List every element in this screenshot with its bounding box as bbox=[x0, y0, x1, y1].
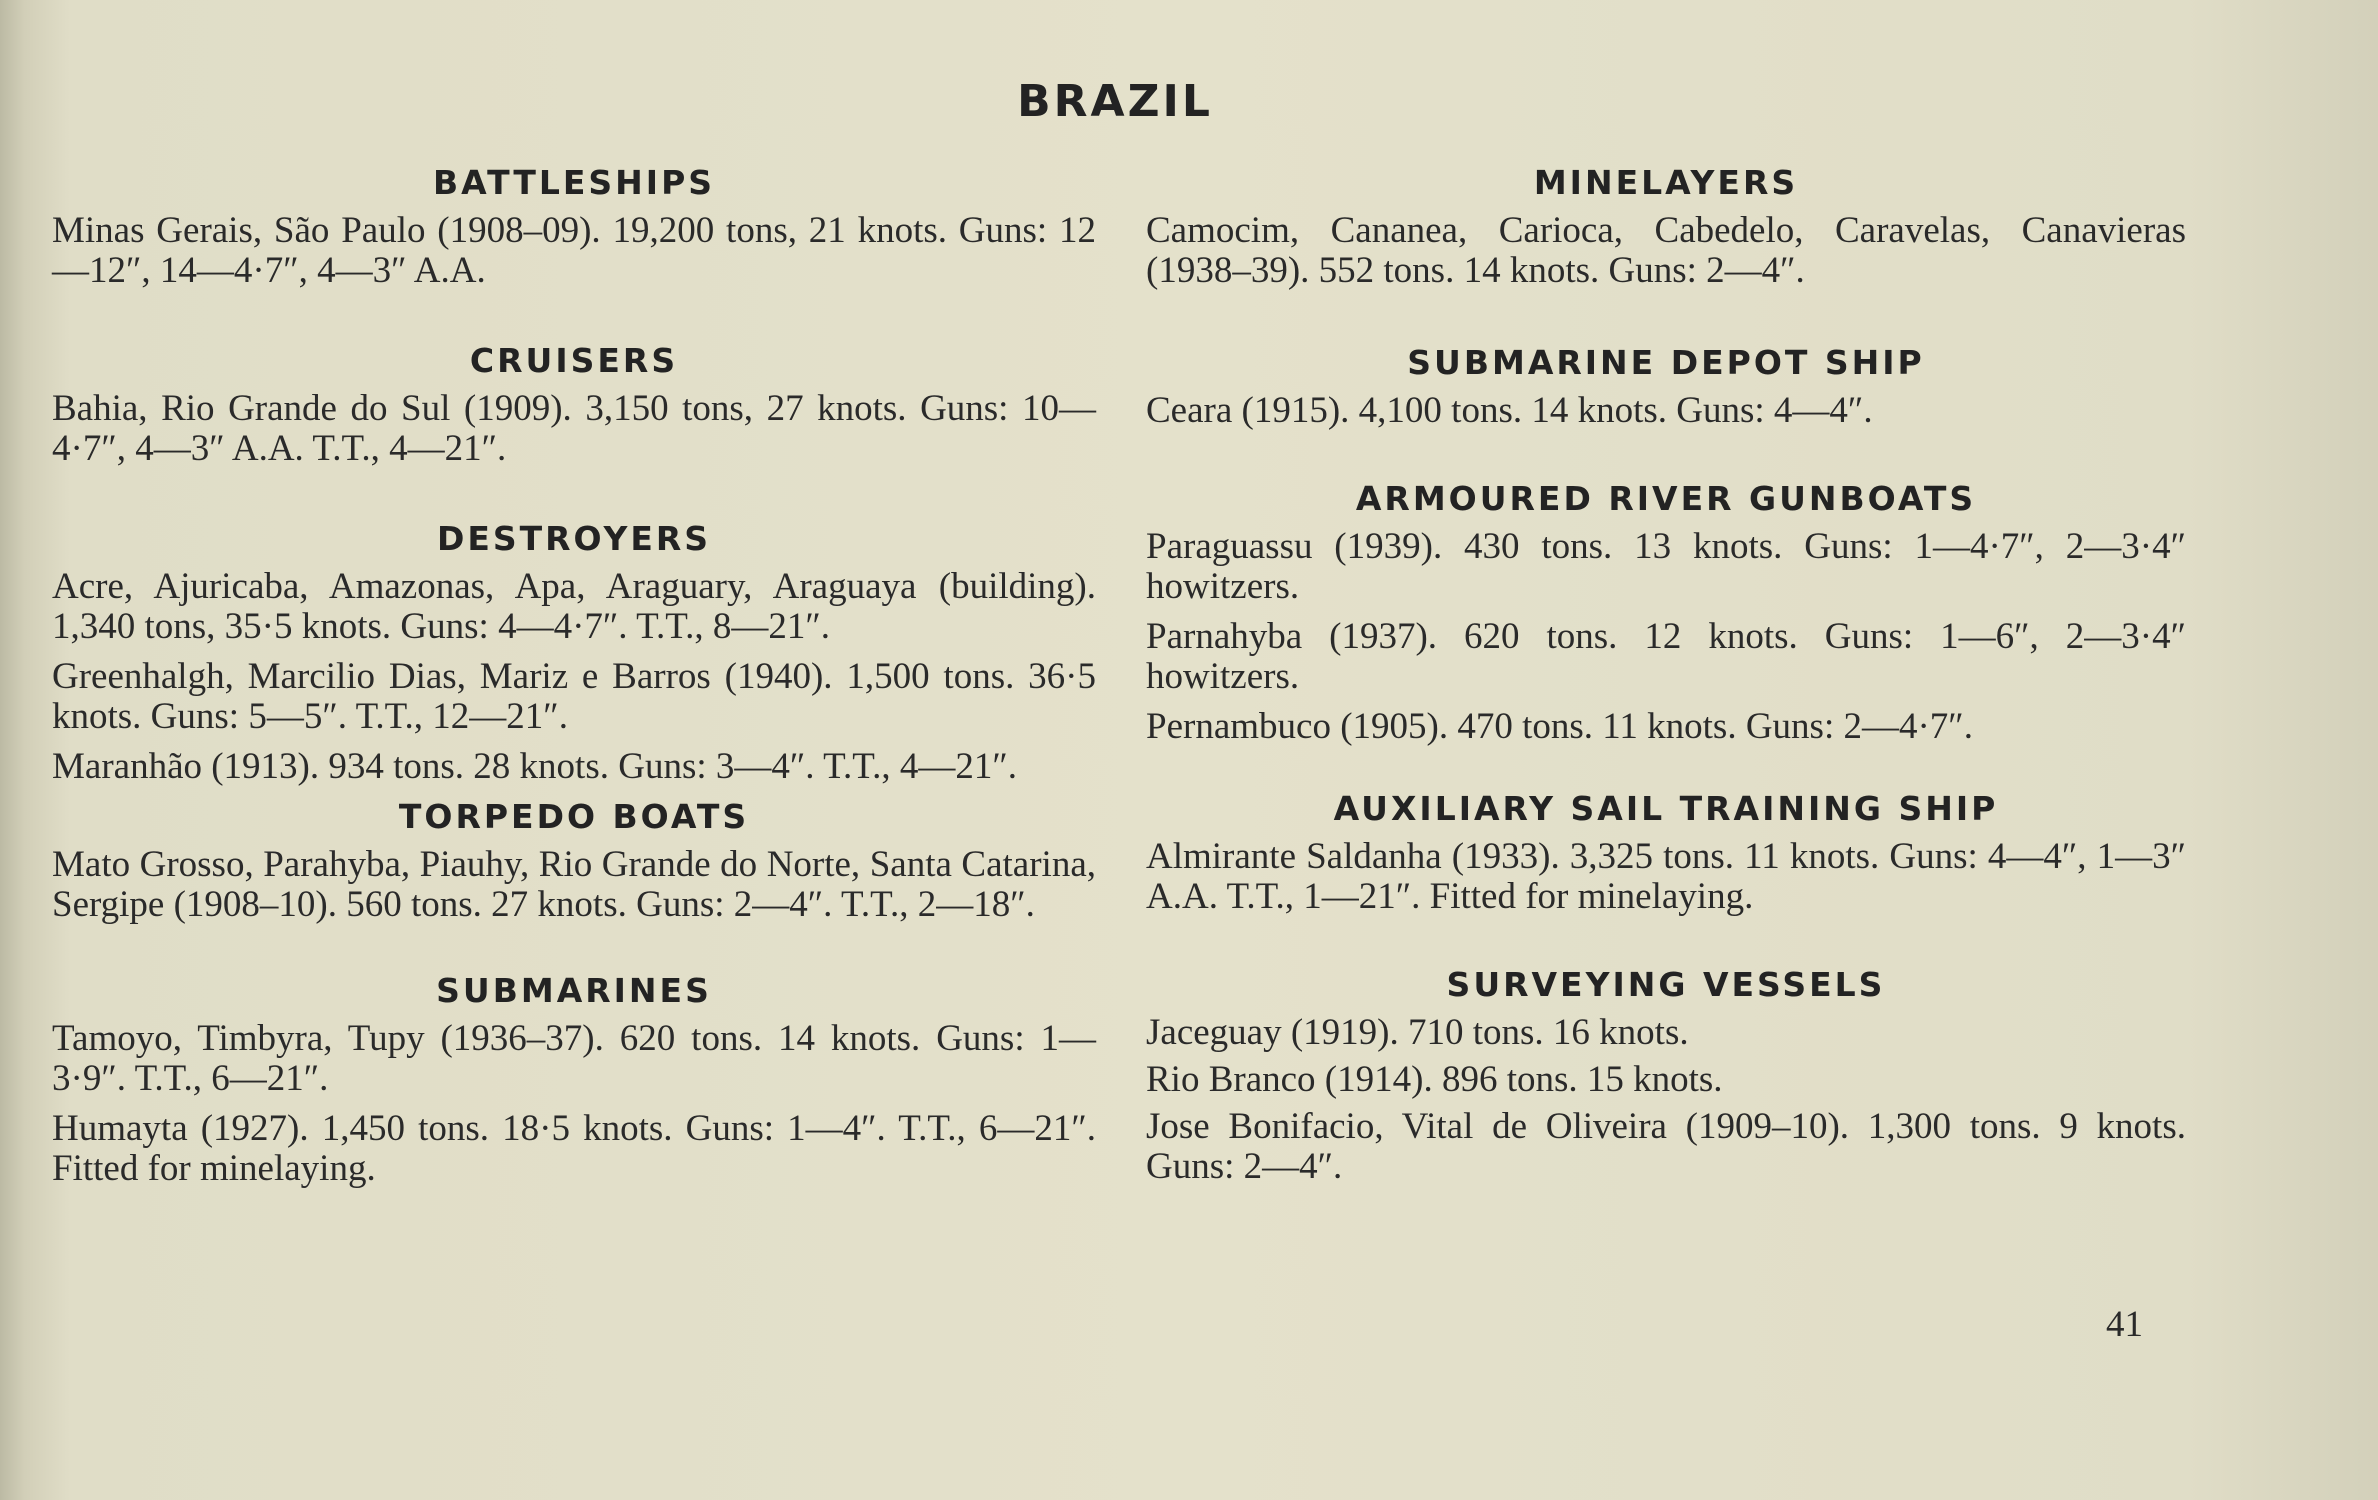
section-heading: AUXILIARY SAIL TRAINING SHIP bbox=[1333, 789, 1999, 828]
section-heading: SUBMARINE DEPOT SHIP bbox=[1407, 343, 1925, 382]
ship-entry: Rio Branco (1914). 896 tons. 15 knots. bbox=[1146, 1059, 1723, 1100]
ship-entry: Greenhalgh, Marcilio Dias, Mariz e Barros (1940). 1,500 tons. 36·5 knots. Guns: 5—5″. T.T., 12—21″. bbox=[52, 656, 1096, 737]
ship-entry: Acre, Ajuricaba, Amazonas, Apa, Araguary, Araguaya (building). 1,340 tons, 35·5 knots. Guns: 4—4·7″. T.T., 8—21″. bbox=[52, 566, 1096, 647]
page-number: 41 bbox=[2106, 1304, 2143, 1345]
ship-entry: Jose Bonifacio, Vital de Oliveira (1909–10). 1,300 tons. 9 knots. Guns: 2—4″. bbox=[1146, 1106, 2186, 1187]
ship-entry: Tamoyo, Timbyra, Tupy (1936–37). 620 tons. 14 knots. Guns: 1—3·9″. T.T., 6—21″. bbox=[52, 1018, 1096, 1099]
section-armoured-river-gunboats bbox=[1146, 479, 2186, 747]
section-heading: MINELAYERS bbox=[1533, 163, 1799, 202]
ship-entry: Maranhão (1913). 934 tons. 28 knots. Guns: 3—4″. T.T., 4—21″. bbox=[52, 746, 1017, 787]
ship-entry: Camocim, Cananea, Carioca, Cabedelo, Caravelas, Canavieras (1938–39). 552 tons. 14 knots. Guns: 2—4″. bbox=[1146, 210, 2186, 291]
page-title: BRAZIL bbox=[1017, 76, 1213, 127]
section-submarines bbox=[52, 971, 1096, 1189]
section-heading: SURVEYING VESSELS bbox=[1446, 965, 1886, 1004]
section-destroyers bbox=[52, 519, 1096, 787]
ship-entry: Parnahyba (1937). 620 tons. 12 knots. Guns: 1—6″, 2—3·4″ howitzers. bbox=[1146, 616, 2186, 697]
left-column bbox=[52, 163, 1096, 1199]
section-battleships bbox=[52, 163, 1096, 291]
section-heading: SUBMARINES bbox=[436, 971, 712, 1010]
ship-entry: Bahia, Rio Grande do Sul (1909). 3,150 tons, 27 knots. Guns: 10—4·7″, 4—3″ A.A. T.T., 4—21″. bbox=[52, 388, 1096, 469]
section-cruisers bbox=[52, 341, 1096, 469]
section-heading: ARMOURED RIVER GUNBOATS bbox=[1355, 479, 1977, 518]
section-submarine-depot-ship bbox=[1146, 343, 2186, 431]
ship-entry: Paraguassu (1939). 430 tons. 13 knots. Guns: 1—4·7″, 2—3·4″ howitzers. bbox=[1146, 526, 2186, 607]
ship-entry: Ceara (1915). 4,100 tons. 14 knots. Guns: 4—4″. bbox=[1146, 390, 1873, 431]
ship-entry: Jaceguay (1919). 710 tons. 16 knots. bbox=[1146, 1012, 1689, 1053]
section-heading: CRUISERS bbox=[469, 341, 679, 380]
ship-entry: Mato Grosso, Parahyba, Piauhy, Rio Grande do Norte, Santa Catarina, Sergipe (1908–10). 560 tons. 27 knots. Guns: 2—4″. T.T., 2—18″. bbox=[52, 844, 1096, 925]
section-heading: BATTLESHIPS bbox=[432, 163, 716, 202]
section-surveying-vessels bbox=[1146, 965, 2186, 1187]
section-heading: TORPEDO BOATS bbox=[398, 797, 750, 836]
section-auxiliary-sail-training-ship bbox=[1146, 789, 2186, 917]
section-torpedo-boats bbox=[52, 797, 1096, 925]
section-minelayers bbox=[1146, 163, 2186, 291]
ship-entry: Minas Gerais, São Paulo (1908–09). 19,200 tons, 21 knots. Guns: 12—12″, 14—4·7″, 4—3″ A.A. bbox=[52, 210, 1096, 291]
right-column bbox=[1146, 163, 2186, 1194]
section-heading: DESTROYERS bbox=[436, 519, 712, 558]
ship-entry: Humayta (1927). 1,450 tons. 18·5 knots. Guns: 1—4″. T.T., 6—21″. Fitted for minelaying. bbox=[52, 1108, 1096, 1189]
ship-entry: Almirante Saldanha (1933). 3,325 tons. 11 knots. Guns: 4—4″, 1—3″ A.A. T.T., 1—21″. Fitted for minelaying. bbox=[1146, 836, 2186, 917]
ship-entry: Pernambuco (1905). 470 tons. 11 knots. Guns: 2—4·7″. bbox=[1146, 706, 1973, 747]
